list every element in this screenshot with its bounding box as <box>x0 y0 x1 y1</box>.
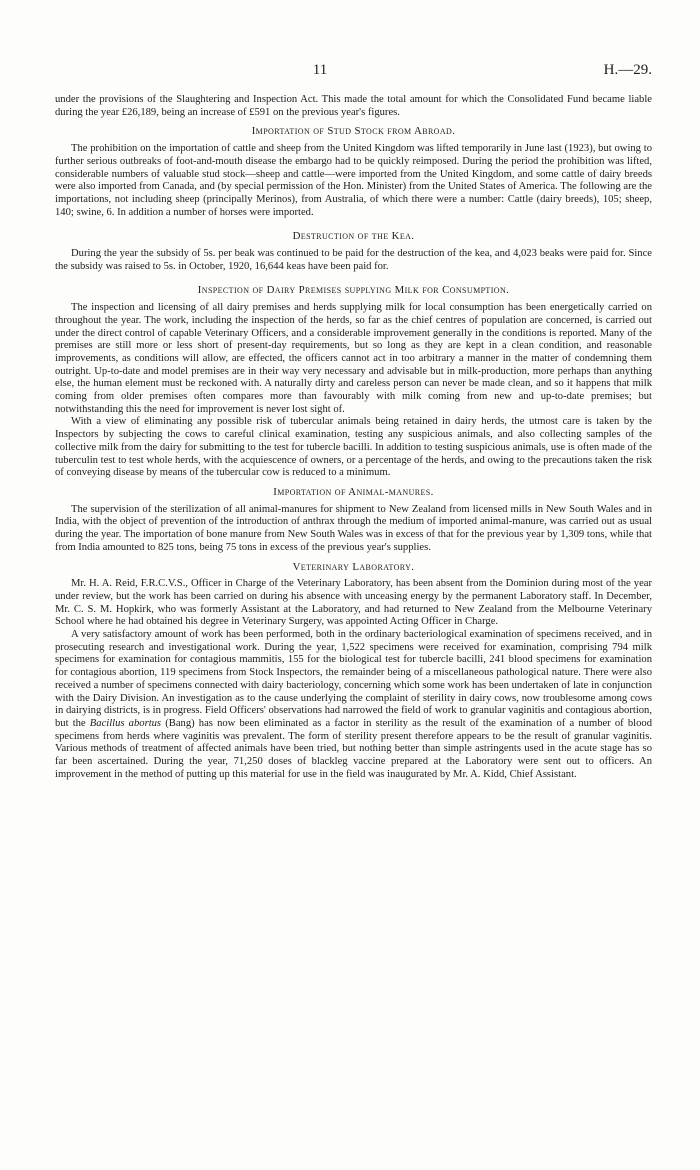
paragraph-laboratory-2 <box>55 629 652 781</box>
heading-manures: Importation of Animal-manures. <box>273 485 434 498</box>
paragraph-laboratory-2-part-a: A very satisfactory amount of work has been performed, both in the ordinary bacteriological examination of specimens received, and in prosecuting research and investigational work. During the year, 1,522 specimens were received for examination, comprising 794 milk specimens for examination for contagious mammitis, 155 for the biological test for tubercle bacilli, 241 blood specimens for examination for contagious abortion, 119 specimens from Stock Inspectors, the remainder being of a miscellaneous pathological nature. There were also received a number of specimens connected with dairy bacteriology, concerning which some work has been undertaken of late in conjunction with the Dairy Division. An investigation as to the cause underlying the complaint of sterility in dairy cows, now troublesome among cows in dairying districts, is in progress. Field Officers' observations had narrowed the field of work to granular vaginitis and contagious abortion, but the <box>55 629 652 729</box>
paragraph-dairy-2: With a view of eliminating any possible risk of tubercular animals being retained in dairy herds, the utmost care is taken by the Inspectors by subjecting the cows to careful clinical examination, testing any suspicious animals, and also collecting samples of the collective milk from the dairy for submitting to the test for tubercle bacilli. In addition to testing suspicious animals, use is often made of the tuberculin test to test whole herds, with the acquiescence of owners, or a percentage of the herds, and owing to the precautions taken the risk of conveying disease by means of the tubercular cow is reduced to a minimum. <box>55 416 652 479</box>
paragraph-kea: During the year the subsidy of 5s. per beak was continued to be paid for the destruction of the kea, and 4,023 beaks were paid for. Since the subsidy was raised to 5s. in October, 1920, 16,644 keas have been paid for. <box>55 248 652 272</box>
document-reference: H.—29. <box>603 62 652 78</box>
heading-laboratory: Veterinary Laboratory. <box>292 560 415 573</box>
heading-dairy: Inspection of Dairy Premises supplying Milk for Consumption. <box>197 284 510 297</box>
paragraph-intro: under the provisions of the Slaughtering and Inspection Act. This made the total amount for which the Consolidated Fund became liable during the year £26,189, being an increase of £591 on the previous year's figures. <box>55 94 652 118</box>
paragraph-manures: The supervision of the sterilization of all animal-manures for shipment to New Zealand from licensed mills in New South Wales and in India, with the object of prevention of the introduction of anthrax through the medium of imported animal-manure, was carried out as usual during the year. The importation of bone manure from New South Wales was in excess of that for the previous year by 1,309 tons, while that from India amounted to 825 tons, being 75 tons in excess of the previous year's supplies. <box>55 503 652 553</box>
paragraph-laboratory-1: Mr. H. A. Reid, F.R.C.V.S., Officer in Charge of the Veterinary Laboratory, has been absent from the Dominion during most of the year under review, but the work has been carried on during his absence with unceasing energy by the permanent Laboratory staff. In December, Mr. C. S. M. Hopkirk, who was formerly Assistant at the Laboratory, and had returned to New Zealand from the Melbourne Veterinary School where he had obtained his degree in Veterinary Surgery, was appointed Acting Officer in Charge. <box>55 578 652 628</box>
paragraph-laboratory-2-part-b: (Bang) has now been eliminated as a factor in sterility as the result of the examination of a number of blood specimens from herds where vaginitis was prevalent. The form of sterility present therefore appears to be the result of granular vaginitis. Various methods of treatment of affected animals have been tried, but nothing better than simple astringents used in the acute stage has so far been ascertained. During the year, 71,250 doses of blackleg vaccine prepared at the Laboratory were sent out to officers. An improvement in the method of putting up this material for use in the field was inaugurated by Mr. A. Kidd, Chief Assistant. <box>55 717 652 780</box>
species-name: Bacillus abortus <box>89 717 162 729</box>
paragraph-stud-stock: The prohibition on the importation of cattle and sheep from the United Kingdom was lifted temporarily in June last (1923), but owing to further serious outbreaks of foot-and-mouth disease the embargo had to be quickly reimposed. During the period the prohibition was lifted, considerable numbers of valuable stud stock—sheep and cattle—were imported from the United Kingdom, and some cattle of dairy breeds were also imported from Canada, and (by special permission of the Hon. Minister) from the United States of America. The following are the importations, not including sheep (principally Merinos), from Australia, of which there were a number: Cattle (dairy breeds), 105; sheep, 140; swine, 6. In addition a number of horses were imported. <box>55 143 652 218</box>
page-number: 11 <box>312 62 328 78</box>
heading-stud-stock: Importation of Stud Stock from Abroad. <box>251 125 456 138</box>
heading-kea: Destruction of the Kea. <box>292 230 415 243</box>
paragraph-dairy-1: The inspection and licensing of all dairy premises and herds supplying milk for local consumption has been energetically carried on throughout the year. The work, including the inspection of the herds, so far as the chief centres of population are concerned, is carried out under the direct control of capable Veterinary Officers, and a considerable improvement generally in the conditions is reported. Many of the premises are still more or less short of present-day requirements, but so long as they are kept in a clean condition, and reasonable improvements, as conditions will allow, are effected, the officers cannot act in too arbitrary a manner in the matter of condemning them outright. Up-to-date and model premises are in their way very necessary and advisable but in milk-production, more perhaps than anything else, the human element must be reckoned with. A naturally dirty and careless person can never be made clean, and so it happens that milk coming from older premises often compares more than favourably with milk coming from new and up-to-date premises; but notwithstanding this the need for improvement is never lost sight of. <box>55 302 652 415</box>
body-text <box>55 94 652 781</box>
